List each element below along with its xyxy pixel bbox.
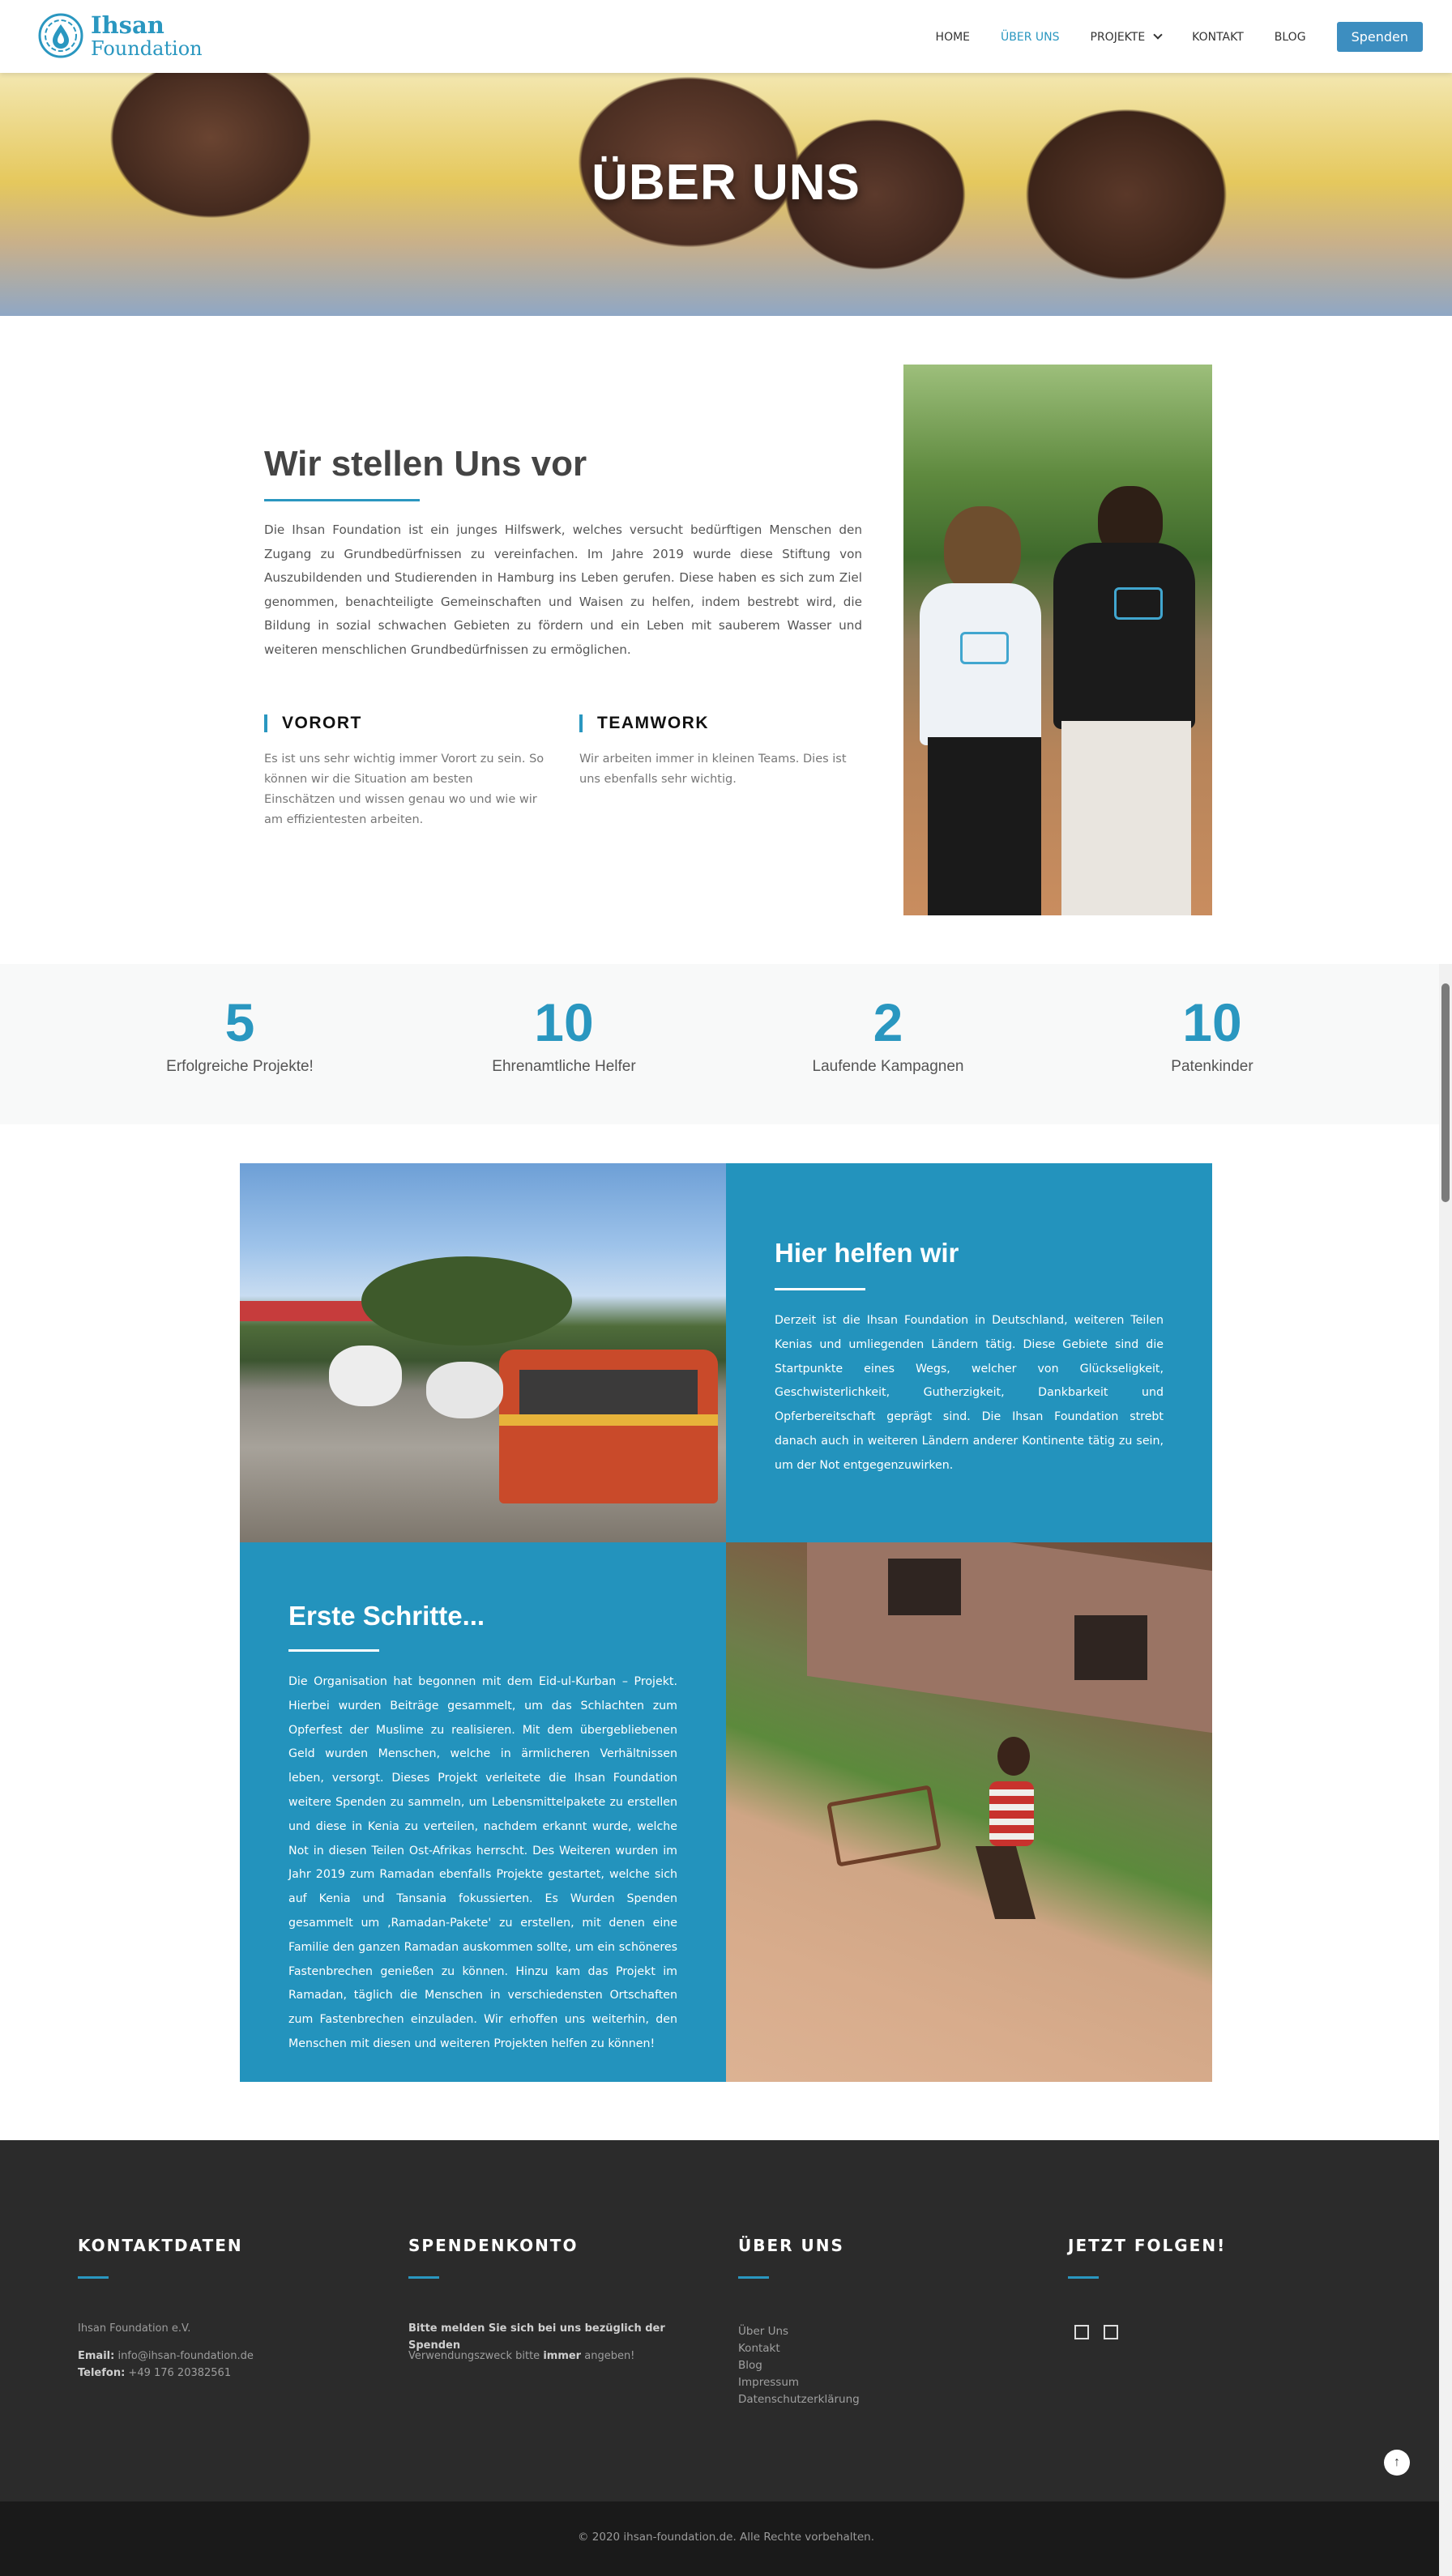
logo-wordmark [91, 11, 203, 60]
feature-vorort-text: Es ist uns sehr wichtig immer Vorort zu sein. So können wir die Situation am besten Einschätzen und wissen genau wo und wie wir am effizientesten arbeiten. [264, 753, 544, 826]
stat-label: Patenkinder [1171, 1058, 1253, 1075]
chevron-down-icon [1154, 30, 1163, 39]
logo-name: Ihsan [91, 11, 164, 39]
copyright-bar [0, 2501, 1452, 2576]
intro-text: Die Ihsan Foundation ist ein junges Hilfswerk, welches versucht bedürftigen Menschen den Zugang zu Grundbedürfnissen zu vereinfachen. Im Jahre 2019 wurde diese Stiftung von Auszubildenden und Studierenden in Hamburg ins Leben gerufen. Diese haben es sich zum Ziel genommen, benachteiligte Gemeinschaften und Waisen zu helfen, indem bestrebt wird, die Bildung in sozial schwachen Gebieten zu fördern und ein Leben mit sauberem Wasser und weiteren menschlichen Grundbedürfnissen zu ermöglichen. [264, 522, 862, 657]
stat-label: Laufende Kampagnen [812, 1058, 964, 1075]
stat-label: Ehrenamtliche Helfer [492, 1058, 636, 1075]
footer-link-datenschutz[interactable]: Datenschutzerklärung [738, 2393, 860, 2406]
footer-follow-title: JETZT FOLGEN! [1068, 2236, 1227, 2255]
nav-home[interactable]: HOME [935, 30, 971, 44]
team-photo [903, 365, 1212, 915]
help-title: Hier helfen wir [775, 1238, 959, 1268]
feature-teamwork-title: TEAMWORK [579, 714, 709, 732]
stat-value: 10 [534, 992, 594, 1052]
scrollbar-thumb[interactable] [1441, 983, 1450, 1202]
nav-projekte-label: PROJEKTE [1090, 30, 1146, 44]
nav-projekte[interactable] [1091, 31, 1162, 44]
footer-contact-title: KONTAKTDATEN [78, 2236, 243, 2255]
footer-purpose-bold: immer [543, 2350, 582, 2362]
donate-button[interactable]: Spenden [1337, 22, 1423, 52]
stat-label: Erfolgreiche Projekte! [166, 1058, 314, 1075]
site-logo[interactable] [37, 10, 203, 62]
stat-value: 5 [224, 992, 255, 1052]
copyright-text: © 2020 ihsan-foundation.de. Alle Rechte vorbehalten. [577, 2531, 875, 2544]
boy-photo [726, 1542, 1212, 2082]
main-nav [905, 22, 1423, 52]
steps-block [240, 1542, 726, 2082]
site-footer [0, 2140, 1452, 2501]
footer-divider [738, 2276, 769, 2279]
intro-title: Wir stellen Uns vor [264, 444, 587, 484]
footer-org-name: Ihsan Foundation e.V. [78, 2322, 191, 2335]
feature-vorort-title: VORORT [264, 714, 362, 732]
site-header [0, 0, 1452, 73]
footer-purpose-post: angeben! [584, 2350, 635, 2362]
footer-links [738, 2323, 860, 2408]
help-text: Derzeit ist die Ihsan Foundation in Deutschland, weiteren Teilen Kenias und umliegenden Ländern tätig. Diese Gebiete sind die Startpunkte eines Wegs, welcher von Glückseligkeit, Geschwisterlichkeit, Gutherzigkeit, Dankbarkeit und Opferbereitschaft geprägt sind. Die Ihsan Foundation strebt danach auch in weiteren Ländern anderer Kontinente tätig zu sein, um der Not entgegenzuwirken. [775, 1314, 1164, 1472]
steps-title: Erste Schritte... [288, 1601, 485, 1631]
footer-link-blog[interactable]: Blog [738, 2359, 762, 2372]
stats-section [0, 964, 1452, 1124]
footer-divider [1068, 2276, 1099, 2279]
hero-banner [0, 73, 1452, 316]
footer-account-purpose [408, 2348, 716, 2365]
stat-sponsored-children [1066, 993, 1358, 1076]
instagram-icon[interactable] [1104, 2325, 1118, 2339]
footer-link-impressum[interactable]: Impressum [738, 2376, 800, 2389]
nav-kontakt[interactable]: KONTAKT [1192, 30, 1244, 44]
footer-phone-label: Telefon: [78, 2367, 126, 2379]
market-photo [240, 1163, 726, 1542]
intro-divider [264, 499, 420, 501]
nav-ueber-uns[interactable]: ÜBER UNS [1001, 30, 1060, 44]
footer-link-kontakt[interactable]: Kontakt [738, 2342, 780, 2355]
footer-link-ueber-uns[interactable]: Über Uns [738, 2325, 789, 2338]
footer-divider [408, 2276, 439, 2279]
water-drop-logo-icon [37, 10, 84, 62]
footer-email [78, 2348, 254, 2365]
hero-title: ÜBER UNS [591, 155, 861, 211]
help-divider [775, 1288, 865, 1290]
footer-account-note-text: Bitte melden Sie sich bei uns bezüglich der Spenden [408, 2322, 665, 2352]
scrollbar-track[interactable] [1439, 964, 1452, 2576]
facebook-icon[interactable] [1074, 2325, 1089, 2339]
stat-value: 2 [873, 992, 903, 1052]
footer-divider [78, 2276, 109, 2279]
footer-phone-number: +49 176 20382561 [128, 2367, 232, 2379]
logo-subname: Foundation [91, 36, 203, 60]
stat-value: 10 [1182, 992, 1242, 1052]
stat-projects [94, 993, 386, 1076]
stat-helpers [418, 993, 710, 1076]
footer-purpose-pre: Verwendungszweck bitte [408, 2350, 540, 2362]
footer-phone [78, 2365, 231, 2382]
footer-about-title: ÜBER UNS [738, 2236, 844, 2255]
footer-account-title: SPENDENKONTO [408, 2236, 579, 2255]
steps-text: Die Organisation hat begonnen mit dem Eid-ul-Kurban – Projekt. Hierbei wurden Beiträge gesammelt, um das Schlachten zum Opferfest der Muslime zu realisieren. Mit dem übergebliebenen Geld wurden Menschen, welche in ärmlicheren Verhältnissen leben, versorgt. Dieses Projekt verleitete die Ihsan Foundation weitere Spenden zu sammeln, um Lebensmittelpakete zu erstellen und diese in Kenia zu verteilen, nachdem erkannt wurde, welche Not in diesen Teilen Ost-Afrikas herrscht. Des Weiteren wurden im Jahr 2019 zum Ramadan ebenfalls Projekte gestartet, welche sich auf Kenia und Tansania fokussierten. Es Wurden Spenden gesammelt um ‚Ramadan-Pakete' zu erstellen, mit denen eine Familie den ganzen Ramadan auskommen sollte, um ein schöneres Fastenbrechen genießen zu können. Hinzu kam das Projekt im Ramadan, täglich die Menschen in verschiedensten Ortschaften zum Fastenbrechen einzuladen. Wir erhoffen uns weiterhin, den Menschen mit diesen und weiteren Projekten helfen zu können! [288, 1675, 677, 2050]
help-block [726, 1163, 1212, 1542]
nav-blog[interactable]: BLOG [1274, 30, 1306, 44]
footer-email-label: Email: [78, 2350, 115, 2362]
feature-teamwork-text: Wir arbeiten immer in kleinen Teams. Dies ist uns ebenfalls sehr wichtig. [579, 753, 847, 786]
stat-campaigns [742, 993, 1034, 1076]
footer-email-link[interactable]: info@ihsan-foundation.de [117, 2350, 254, 2362]
back-to-top-button[interactable]: ↑ [1384, 2450, 1410, 2476]
steps-divider [288, 1649, 379, 1652]
